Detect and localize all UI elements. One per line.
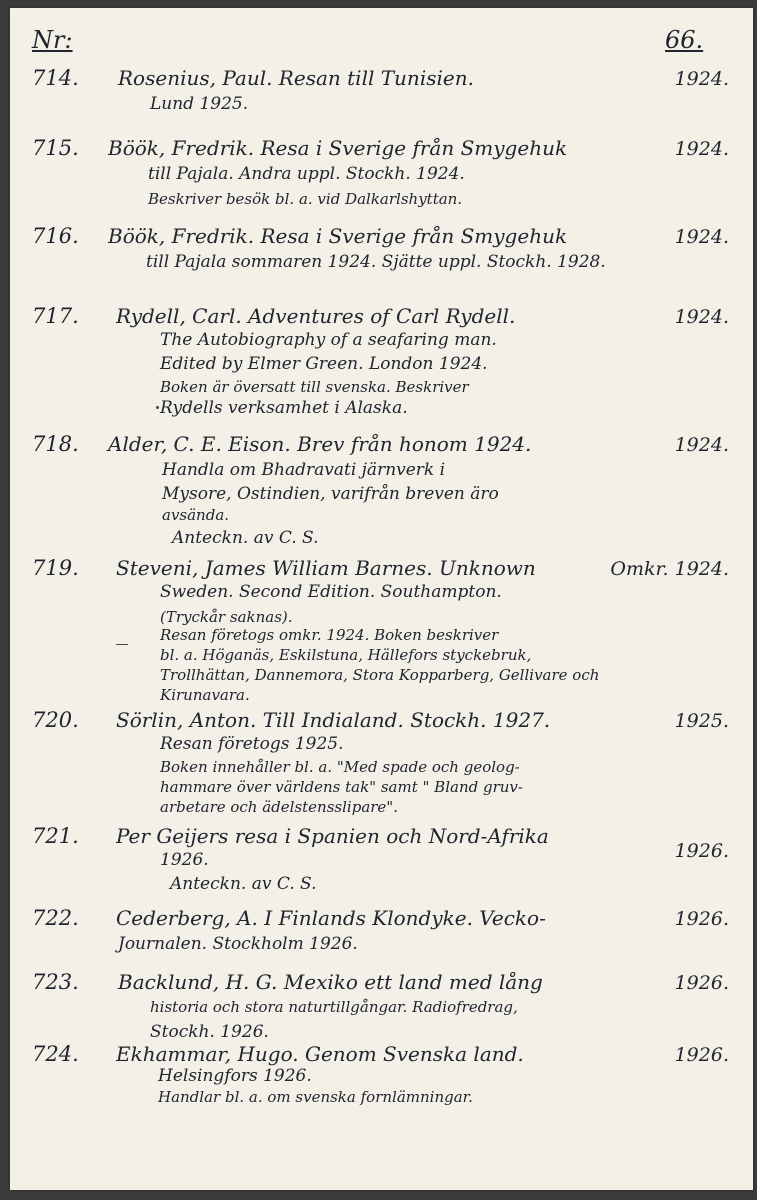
- entry-line: Journalen. Stockholm 1926.: [118, 934, 358, 954]
- entry-line: Handla om Bhadravati järnverk i: [162, 460, 446, 480]
- entry-line: Anteckn. av C. S.: [170, 874, 317, 894]
- entry-line: Böök, Fredrik. Resa i Sverige från Smygehuk: [108, 136, 568, 160]
- page-number: 66.: [665, 26, 704, 54]
- entry-line: till Pajala sommaren 1924. Sjätte uppl. Stockh. 1928.: [146, 252, 606, 272]
- entry-line: Boken är översatt till svenska. Beskriver: [160, 378, 469, 396]
- entry-line: Edited by Elmer Green. London 1924.: [160, 354, 488, 374]
- entry-year: 1926.: [674, 1044, 729, 1066]
- entry-year: 1924.: [674, 306, 729, 328]
- entry-line: Helsingfors 1926.: [158, 1066, 312, 1086]
- entry-year: 1926.: [674, 972, 729, 994]
- entry-line: Böök, Fredrik. Resa i Sverige från Smygehuk: [108, 224, 568, 248]
- entry-number: 723.: [32, 970, 79, 994]
- entry-line: Lund 1925.: [150, 94, 249, 114]
- entry-line: Per Geijers resa i Spanien och Nord-Afrika: [116, 824, 549, 848]
- entry-line: Resan företogs omkr. 1924. Boken beskriver: [160, 626, 499, 644]
- document-page: [10, 8, 753, 1190]
- entry-line: Mysore, Ostindien, varifrån breven äro: [162, 484, 499, 504]
- entry-line: Rosenius, Paul. Resan till Tunisien.: [118, 66, 474, 90]
- entry-year: 1924.: [674, 138, 729, 160]
- entry-line: Alder, C. E. Eison. Brev från honom 1924.: [108, 432, 532, 456]
- entry-line: Kirunavara.: [160, 686, 250, 704]
- entry-number: 721.: [32, 824, 79, 848]
- entry-year: Omkr. 1924.: [610, 558, 729, 580]
- entry-year: 1925.: [674, 710, 729, 732]
- nr-heading: Nr:: [32, 26, 73, 54]
- entry-line: Stockh. 1926.: [150, 1022, 269, 1042]
- entry-number: 715.: [32, 136, 79, 160]
- entry-line: Boken innehåller bl. a. "Med spade och geolog-: [160, 758, 520, 776]
- entry-line: Rydell, Carl. Adventures of Carl Rydell.: [116, 304, 516, 328]
- entry-line: Backlund, H. G. Mexiko ett land med lång: [118, 970, 543, 994]
- entry-number: 717.: [32, 304, 79, 328]
- entry-year: 1924.: [674, 68, 729, 90]
- entry-line: till Pajala. Andra uppl. Stockh. 1924.: [148, 164, 465, 184]
- entry-line: Sweden. Second Edition. Southampton.: [160, 582, 502, 602]
- entry-number: 716.: [32, 224, 79, 248]
- ink-dash: [116, 644, 128, 645]
- entry-line: Resan företogs 1925.: [160, 734, 344, 754]
- entry-line: 1926.: [160, 850, 209, 870]
- ink-dot: [156, 406, 159, 409]
- entry-line: Beskriver besök bl. a. vid Dalkarlshyttan.: [148, 190, 463, 208]
- entry-line: Steveni, James William Barnes. Unknown: [116, 556, 536, 580]
- entry-line: Cederberg, A. I Finlands Klondyke. Vecko-: [116, 906, 546, 930]
- entry-line: Ekhammar, Hugo. Genom Svenska land.: [116, 1042, 524, 1066]
- entry-number: 718.: [32, 432, 79, 456]
- entry-line: Handlar bl. a. om svenska fornlämningar.: [158, 1088, 473, 1106]
- entry-line: Sörlin, Anton. Till Indialand. Stockh. 1927.: [116, 708, 551, 732]
- entry-line: Rydells verksamhet i Alaska.: [160, 398, 408, 418]
- entry-line: historia och stora naturtillgångar. Radiofredrag,: [150, 998, 518, 1016]
- entry-year: 1924.: [674, 226, 729, 248]
- entry-line: Trollhättan, Dannemora, Stora Kopparberg, Gellivare och: [160, 666, 600, 684]
- entry-line: arbetare och ädelstensslipare".: [160, 798, 398, 816]
- entry-year: 1924.: [674, 434, 729, 456]
- entry-line: avsända.: [162, 506, 230, 524]
- entry-number: 724.: [32, 1042, 79, 1066]
- entry-line: hammare över världens tak" samt " Bland gruv-: [160, 778, 523, 796]
- entry-number: 714.: [32, 66, 79, 90]
- entry-line: (Tryckår saknas).: [160, 608, 293, 626]
- entry-line: Anteckn. av C. S.: [172, 528, 319, 548]
- entry-line: The Autobiography of a seafaring man.: [160, 330, 497, 350]
- entry-number: 719.: [32, 556, 79, 580]
- entry-year: 1926.: [674, 840, 729, 862]
- entry-number: 720.: [32, 708, 79, 732]
- entry-number: 722.: [32, 906, 79, 930]
- entry-line: bl. a. Höganäs, Eskilstuna, Hällefors styckebruk,: [160, 646, 532, 664]
- entry-year: 1926.: [674, 908, 729, 930]
